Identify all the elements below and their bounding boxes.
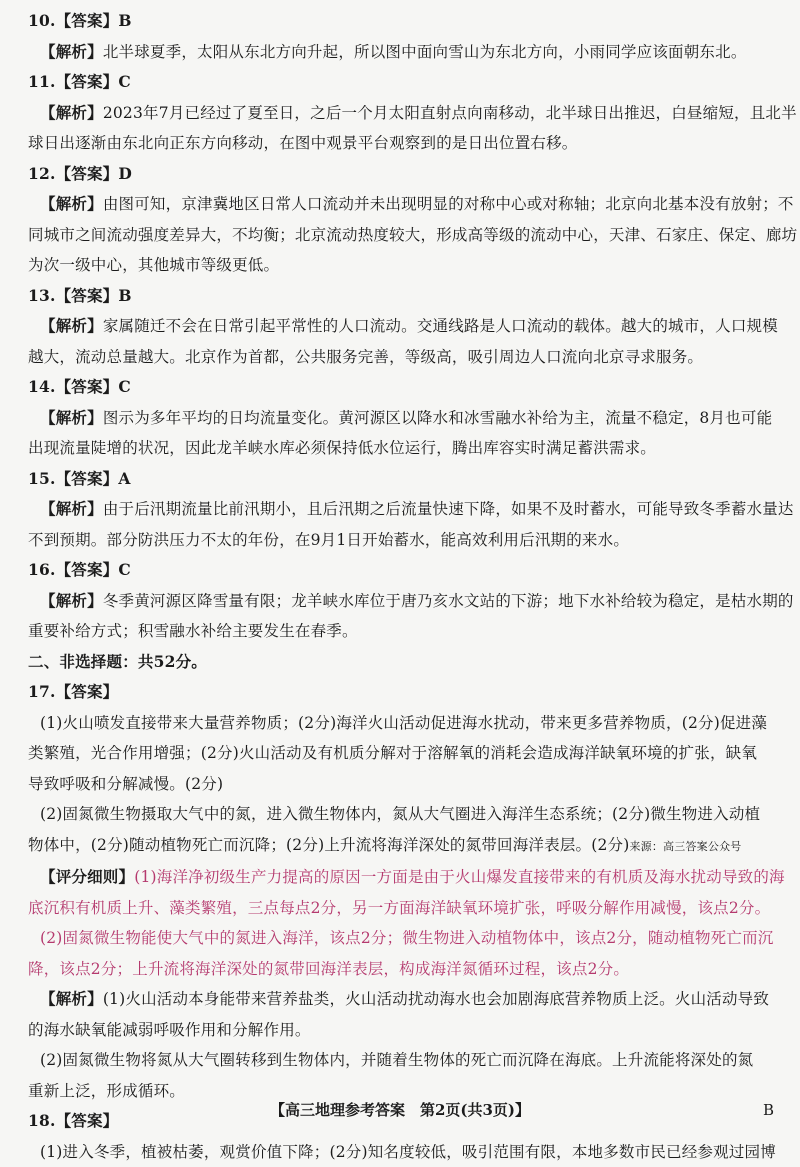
footer-text: 【高三地理参考答案 第2页(共3页)】 bbox=[270, 1101, 530, 1119]
paper-version-mark: B bbox=[763, 1096, 774, 1124]
q16-analysis bbox=[28, 586, 778, 617]
analysis-tag: 【解析】 bbox=[40, 316, 103, 335]
analysis-text: 北半球夏季，太阳从东北方向升起，所以图中面向雪山为东北方向，小雨同学应该面朝东北。 bbox=[103, 43, 747, 61]
q12-analysis bbox=[28, 189, 778, 220]
analysis-tag: 【解析】 bbox=[40, 42, 103, 61]
q17-score-rules bbox=[28, 862, 778, 893]
q11-answer: 11.【答案】C bbox=[28, 67, 778, 98]
q14-answer: 14.【答案】C bbox=[28, 372, 778, 403]
q17-answer-text bbox=[28, 830, 778, 863]
analysis-text: 由图可知，京津冀地区日常人口流动并未出现明显的对称中心或对称轴；北京向北基本没有放射；不 bbox=[103, 195, 794, 213]
q15-answer: 15.【答案】A bbox=[28, 464, 778, 495]
analysis-text: 2023年7月已经过了夏至日，之后一个月太阳直射点向南移动，北半球日出推迟，白昼缩短，且北半 bbox=[103, 104, 797, 122]
q14-analysis bbox=[28, 403, 778, 434]
analysis-tag: 【解析】 bbox=[40, 408, 103, 427]
q11-analysis-cont: 球日出逐渐由东北向正东方向移动，在图中观景平台观察到的是日出位置右移。 bbox=[28, 128, 778, 159]
section-heading: 二、非选择题：共52分。 bbox=[28, 647, 778, 678]
analysis-tag: 【解析】 bbox=[40, 989, 103, 1008]
q16-analysis-cont: 重要补给方式；积雪融水补给主要发生在春季。 bbox=[28, 616, 778, 647]
q18-answer-text: (1)进入冬季，植被枯萎，观赏价值下降；(2分)知名度较低，吸引范围有限，本地多数市民已经参观过园博 bbox=[28, 1137, 778, 1167]
score-text: (1)海洋净初级生产力提高的原因一方面是由于火山爆发直接带来的有机质及海水扰动导致的海 bbox=[134, 868, 785, 886]
q15-analysis-cont: 不到预期。部分防洪压力不太的年份，在9月1日开始蓄水，能高效利用后汛期的来水。 bbox=[28, 525, 778, 556]
analysis-tag: 【解析】 bbox=[40, 103, 103, 122]
q11-analysis bbox=[28, 98, 778, 129]
score-tag: 【评分细则】 bbox=[40, 867, 134, 886]
q13-analysis-cont: 越大，流动总量越大。北京作为首都，公共服务完善，等级高，吸引周边人口流向北京寻求服务。 bbox=[28, 342, 778, 373]
analysis-tag: 【解析】 bbox=[40, 591, 103, 610]
q10-analysis bbox=[28, 37, 778, 68]
source-watermark: 来源：高三答案公众号 bbox=[629, 840, 741, 853]
analysis-tag: 【解析】 bbox=[40, 194, 103, 213]
q17-score-rules-cont: 底沉积有机质上升、藻类繁殖，三点每点2分，另一方面海洋缺氧环境扩张，呼吸分解作用减慢，该点2分。 bbox=[28, 893, 778, 924]
q10-answer: 10.【答案】B bbox=[28, 6, 778, 37]
analysis-text: 家属随迁不会在日常引起平常性的人口流动。交通线路是人口流动的载体。越大的城市，人口规模 bbox=[103, 317, 778, 335]
q17-score-rules-cont: 降，该点2分；上升流将海洋深处的氮带回海洋表层，构成海洋氮循环过程，该点2分。 bbox=[28, 954, 778, 985]
q17-analysis-cont: (2)固氮微生物将氮从大气圈转移到生物体内，并随着生物体的死亡而沉降在海底。上升流能将深处的氮 bbox=[28, 1045, 778, 1076]
q17-answer-text: 导致呼吸和分解减慢。(2分) bbox=[28, 769, 778, 800]
q13-answer: 13.【答案】B bbox=[28, 281, 778, 312]
analysis-tag: 【解析】 bbox=[40, 499, 103, 518]
q12-analysis-cont: 为次一级中心，其他城市等级更低。 bbox=[28, 250, 778, 281]
q18-answer: 18.【答案】 bbox=[28, 1106, 778, 1137]
analysis-text: (1)火山活动本身能带来营养盐类，火山活动扰动海水也会加剧海底营养物质上泛。火山活动导致 bbox=[103, 990, 769, 1008]
q12-answer: 12.【答案】D bbox=[28, 159, 778, 190]
analysis-text: 冬季黄河源区降雪量有限；龙羊峡水库位于唐乃亥水文站的下游；地下水补给较为稳定，是枯水期的 bbox=[103, 592, 794, 610]
q17-analysis-cont: 重新上泛，形成循环。 bbox=[28, 1076, 778, 1107]
q17-analysis-cont: 的海水缺氧能减弱呼吸作用和分解作用。 bbox=[28, 1015, 778, 1046]
q13-analysis bbox=[28, 311, 778, 342]
q16-answer: 16.【答案】C bbox=[28, 555, 778, 586]
q17-analysis bbox=[28, 984, 778, 1015]
answer-text: 物体中，(2分)随动植物死亡而沉降；(2分)上升流将海洋深处的氮带回海洋表层。(2分) bbox=[28, 836, 629, 854]
analysis-text: 由于后汛期流量比前汛期小，且后汛期之后流量快速下降，如果不及时蓄水，可能导致冬季蓄水量达 bbox=[103, 500, 794, 518]
q14-analysis-cont: 出现流量陡增的状况，因此龙羊峡水库必须保持低水位运行，腾出库容实时满足蓄洪需求。 bbox=[28, 433, 778, 464]
q12-analysis-cont: 同城市之间流动强度差异大，不均衡；北京流动热度较大，形成高等级的流动中心，天津、石家庄、保定、廊坊 bbox=[28, 220, 778, 251]
q17-answer-text: 类繁殖，光合作用增强；(2分)火山活动及有机质分解对于溶解氧的消耗会造成海洋缺氧环境的扩张，缺氧 bbox=[28, 738, 778, 769]
q17-answer-text: (1)火山喷发直接带来大量营养物质；(2分)海洋火山活动促进海水扰动，带来更多营养物质，(2分)促进藻 bbox=[28, 708, 778, 739]
q15-analysis bbox=[28, 494, 778, 525]
q17-score-rules-cont: (2)固氮微生物能使大气中的氮进入海洋，该点2分；微生物进入动植物体中，该点2分，随动植物死亡而沉 bbox=[28, 923, 778, 954]
q17-answer: 17.【答案】 bbox=[28, 677, 778, 708]
analysis-text: 图示为多年平均的日均流量变化。黄河源区以降水和冰雪融水补给为主，流量不稳定，8月也可能 bbox=[103, 409, 772, 427]
page-footer bbox=[0, 1096, 800, 1124]
q17-answer-text: (2)固氮微生物摄取大气中的氮，进入微生物体内，氮从大气圈进入海洋生态系统；(2分)微生物进入动植 bbox=[28, 799, 778, 830]
